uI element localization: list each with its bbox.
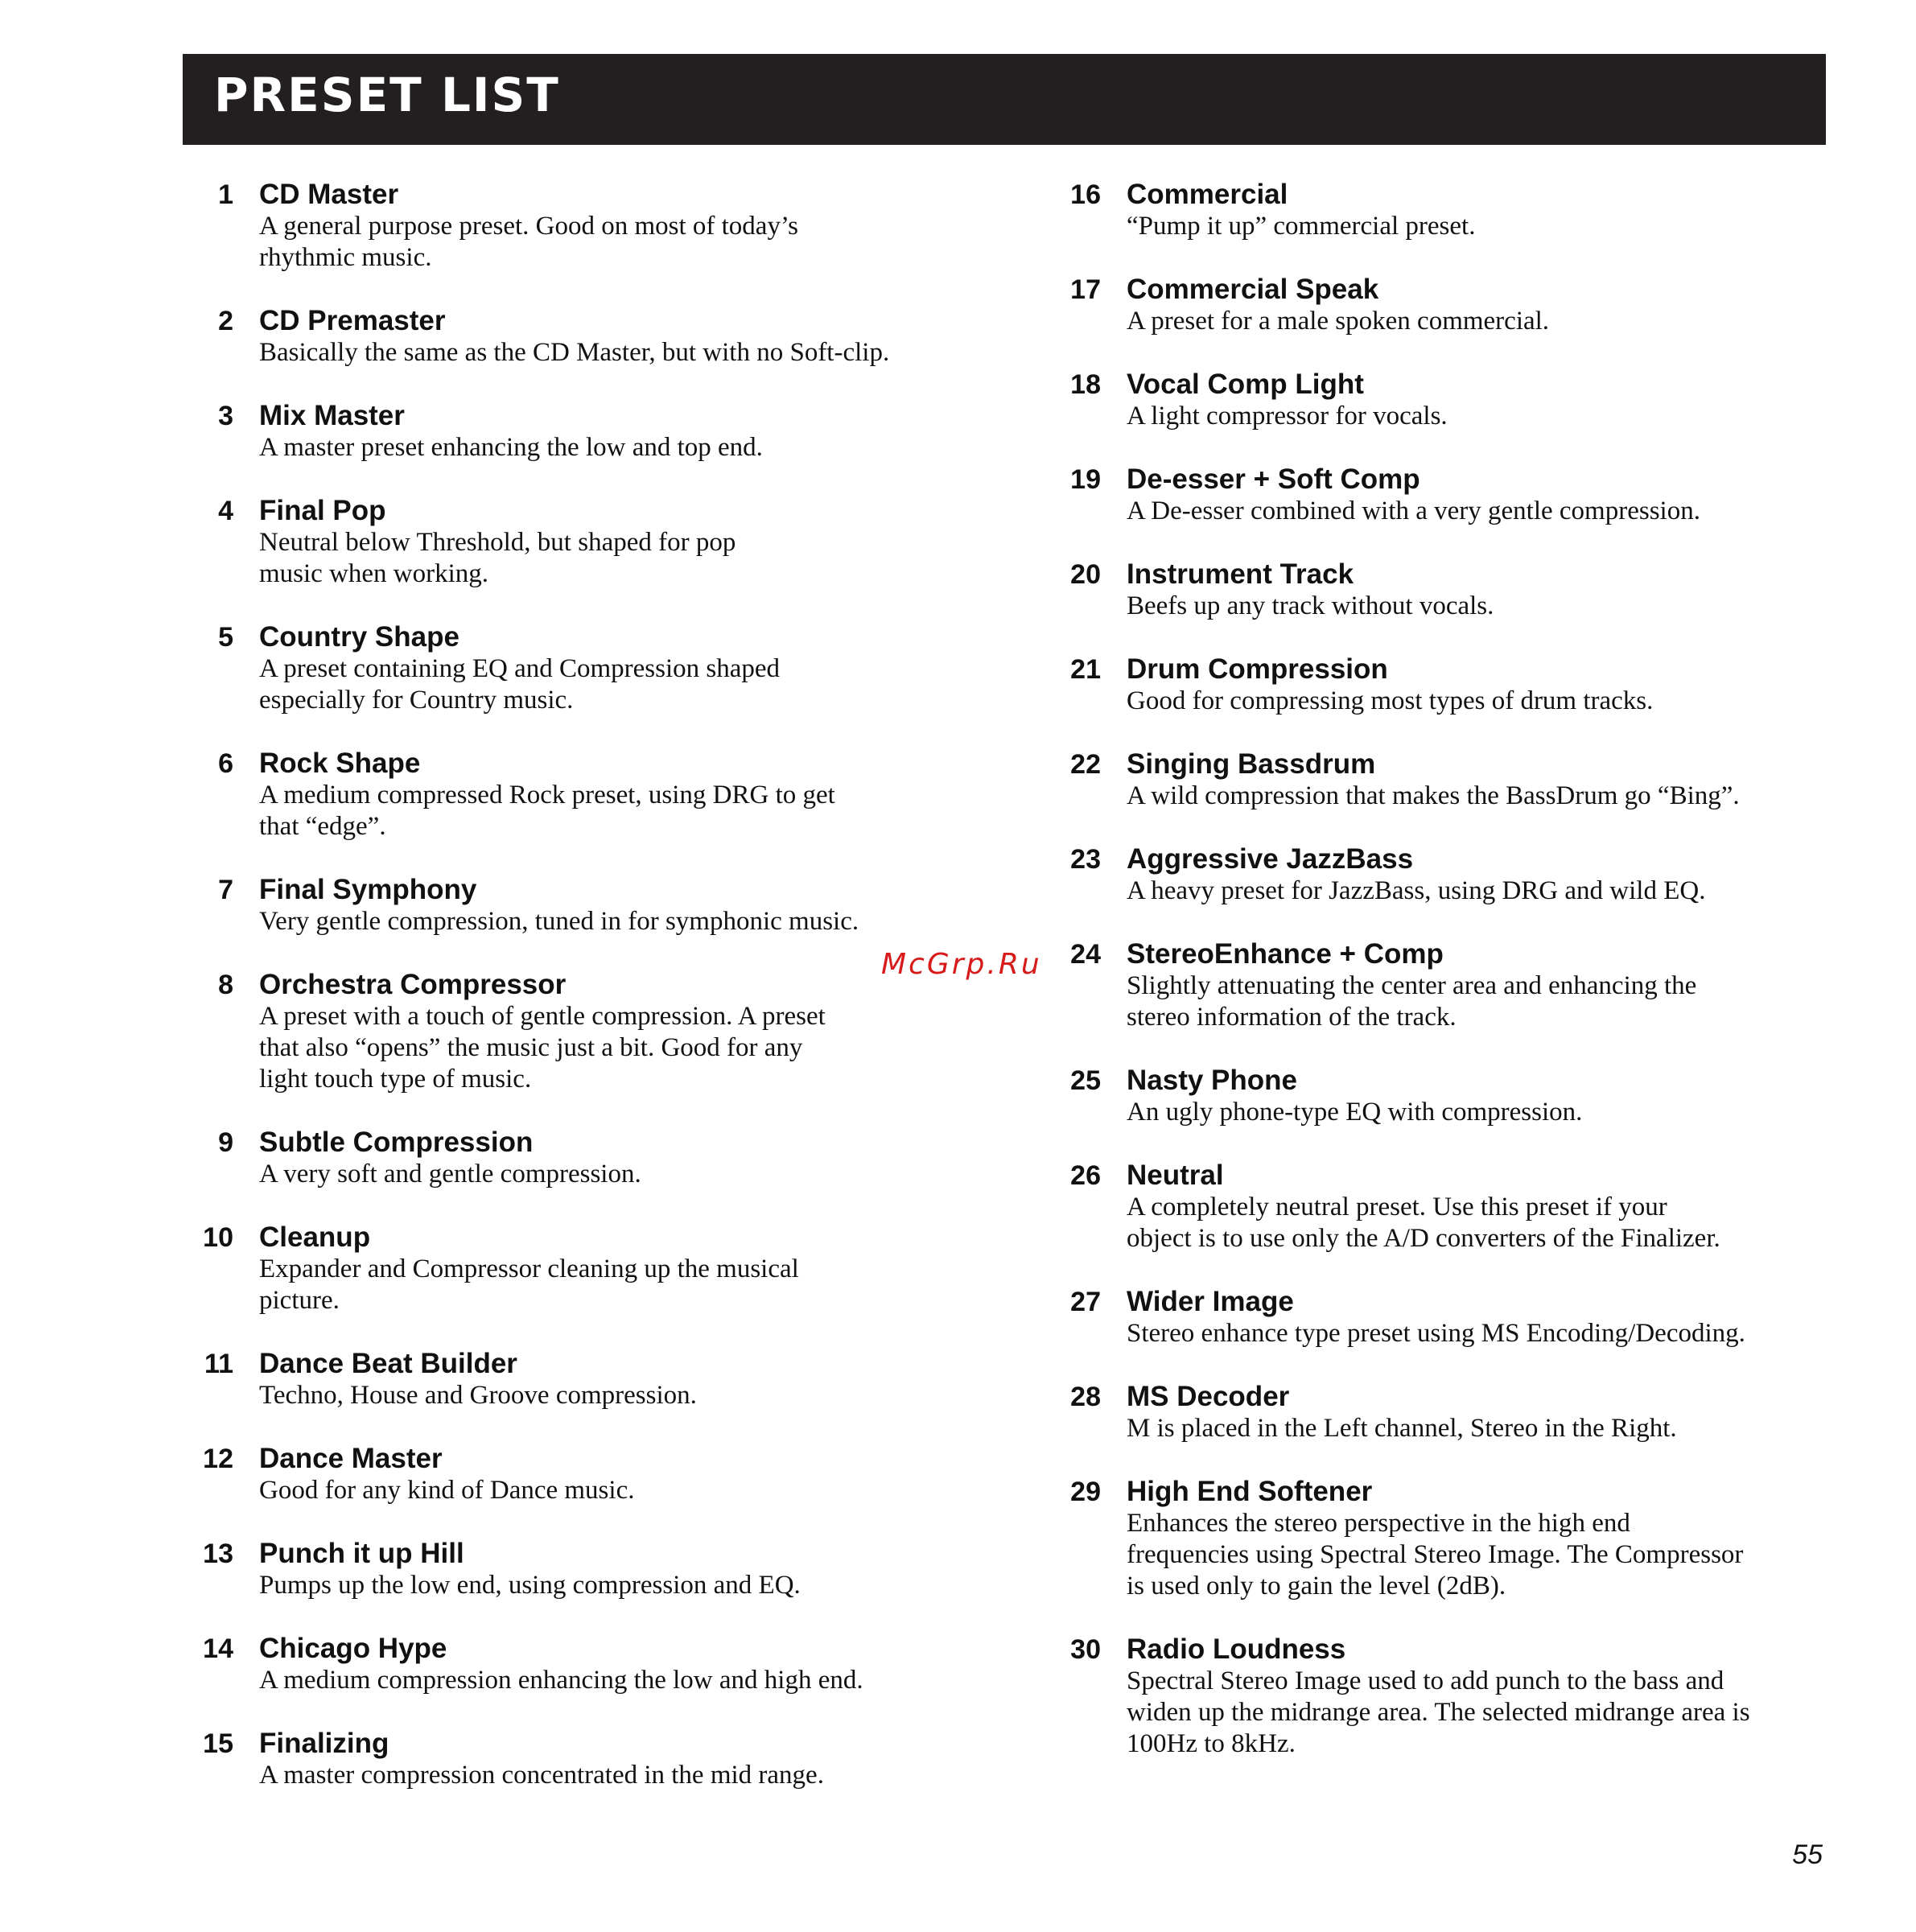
preset-description — [1127, 306, 1549, 337]
preset-description — [259, 1570, 801, 1601]
preset-description — [1127, 401, 1448, 432]
preset-description-line: 100Hz to 8kHz. — [1127, 1729, 1296, 1758]
preset-description-line: A completely neutral preset. Use this preset if your — [1127, 1193, 1667, 1221]
preset-description — [259, 432, 763, 463]
preset-number: 10 — [203, 1222, 233, 1253]
preset-number: 5 — [218, 622, 233, 653]
preset-name: Country Shape — [259, 621, 459, 653]
preset-number: 26 — [1070, 1160, 1101, 1191]
preset-description-line: that “edge”. — [259, 812, 386, 841]
preset-description — [1127, 1318, 1745, 1349]
preset-number: 2 — [218, 306, 233, 336]
preset-number: 27 — [1070, 1287, 1101, 1317]
preset-number: 13 — [203, 1539, 233, 1569]
preset-number: 9 — [218, 1127, 233, 1158]
preset-name: Mix Master — [259, 400, 405, 431]
preset-name: Singing Bassdrum — [1127, 748, 1376, 780]
preset-description-line: A master compression concentrated in the mid range. — [259, 1761, 824, 1790]
preset-description — [1127, 496, 1700, 527]
preset-name: Nasty Phone — [1127, 1065, 1297, 1096]
preset-description — [259, 1254, 799, 1316]
preset-description-line: “Pump it up” commercial preset. — [1127, 212, 1476, 241]
preset-name: CD Master — [259, 179, 399, 210]
preset-number: 18 — [1070, 369, 1101, 400]
preset-description-line: Very gentle compression, tuned in for symphonic music. — [259, 907, 859, 936]
preset-number: 21 — [1070, 654, 1101, 685]
preset-description-line: Good for any kind of Dance music. — [259, 1476, 635, 1505]
preset-description-line: rhythmic music. — [259, 243, 432, 272]
preset-description — [1127, 591, 1494, 622]
preset-number: 23 — [1070, 844, 1101, 875]
preset-name: Commercial — [1127, 179, 1288, 210]
preset-description — [1127, 1508, 1743, 1602]
preset-name: Dance Master — [259, 1443, 443, 1474]
preset-name: Orchestra Compressor — [259, 969, 567, 1000]
preset-name: Vocal Comp Light — [1127, 369, 1364, 400]
preset-number: 19 — [1070, 464, 1101, 495]
preset-description — [259, 1665, 863, 1696]
preset-name: Drum Compression — [1127, 653, 1388, 685]
preset-description — [259, 906, 859, 937]
preset-name: Commercial Speak — [1127, 274, 1379, 305]
preset-description-line: A light compressor for vocals. — [1127, 402, 1448, 430]
preset-description-line: object is to use only the A/D converters of the Finalizer. — [1127, 1224, 1720, 1253]
preset-description-line: Enhances the stereo perspective in the high end — [1127, 1509, 1630, 1538]
preset-description — [1127, 781, 1740, 812]
preset-number: 8 — [218, 970, 233, 1000]
preset-description-line: especially for Country music. — [259, 686, 574, 715]
preset-description-line: Beefs up any track without vocals. — [1127, 591, 1494, 620]
preset-description-line: is used only to gain the level (2dB). — [1127, 1572, 1506, 1600]
preset-name: Punch it up Hill — [259, 1538, 464, 1569]
preset-description-line: A medium compressed Rock preset, using DRG to get — [259, 781, 835, 809]
preset-number: 11 — [204, 1349, 233, 1379]
preset-number: 12 — [203, 1444, 233, 1474]
preset-description — [259, 1001, 826, 1095]
preset-number: 3 — [218, 401, 233, 431]
preset-description — [259, 1475, 634, 1506]
preset-description-line: A De-esser combined with a very gentle compression. — [1127, 496, 1700, 525]
preset-name: Rock Shape — [259, 748, 421, 779]
preset-name: Subtle Compression — [259, 1127, 534, 1158]
preset-name: StereoEnhance + Comp — [1127, 938, 1444, 970]
preset-description — [1127, 875, 1705, 907]
preset-number: 15 — [203, 1728, 233, 1759]
preset-description-line: A very soft and gentle compression. — [259, 1160, 641, 1188]
preset-name: High End Softener — [1127, 1476, 1373, 1507]
preset-description — [259, 1380, 697, 1411]
preset-number: 17 — [1070, 274, 1101, 305]
preset-description-line: stereo information of the track. — [1127, 1003, 1457, 1032]
watermark: McGrp.Ru — [881, 948, 1042, 981]
preset-name: Cleanup — [259, 1221, 371, 1253]
preset-name: Final Pop — [259, 495, 386, 526]
preset-number: 7 — [218, 875, 233, 905]
preset-name: Instrument Track — [1127, 558, 1354, 590]
preset-description — [259, 337, 889, 369]
preset-description-line: Neutral below Threshold, but shaped for pop — [259, 528, 736, 557]
preset-description-line: Techno, House and Groove compression. — [259, 1381, 697, 1410]
preset-description-line: A preset for a male spoken commercial. — [1127, 307, 1550, 336]
preset-name: Wider Image — [1127, 1286, 1294, 1317]
preset-description — [1127, 1192, 1720, 1254]
preset-description-line: A medium compression enhancing the low and high end. — [259, 1666, 863, 1695]
preset-name: De-esser + Soft Comp — [1127, 463, 1420, 495]
preset-name: Final Symphony — [259, 874, 477, 905]
preset-description-line: M is placed in the Left channel, Stereo in the Right. — [1127, 1414, 1677, 1443]
preset-description — [1127, 1097, 1582, 1128]
preset-description — [259, 653, 780, 716]
preset-description-line: Slightly attenuating the center area and enhancing the — [1127, 971, 1697, 1000]
preset-description-line: Pumps up the low end, using compression and EQ. — [259, 1571, 801, 1600]
preset-name: Aggressive JazzBass — [1127, 843, 1414, 875]
preset-description-line: A master preset enhancing the low and top end. — [259, 433, 763, 462]
preset-description-line: An ugly phone-type EQ with compression. — [1127, 1098, 1583, 1127]
preset-name: Neutral — [1127, 1160, 1224, 1191]
preset-number: 25 — [1070, 1065, 1101, 1096]
preset-description — [1127, 970, 1696, 1033]
preset-description — [1127, 686, 1653, 717]
preset-number: 24 — [1070, 939, 1101, 970]
preset-description-line: A preset with a touch of gentle compression. A preset — [259, 1002, 826, 1031]
preset-name: Chicago Hype — [259, 1633, 447, 1664]
preset-description-line: picture. — [259, 1286, 340, 1315]
preset-description-line: A general purpose preset. Good on most of today’s — [259, 212, 798, 241]
preset-name: MS Decoder — [1127, 1381, 1290, 1412]
preset-description-line: Basically the same as the CD Master, but with no Soft-clip. — [259, 338, 890, 367]
preset-number: 14 — [203, 1633, 233, 1664]
preset-name: Finalizing — [259, 1728, 389, 1759]
page-header — [183, 54, 1826, 145]
preset-description — [259, 211, 798, 274]
preset-number: 1 — [218, 179, 233, 210]
preset-description-line: that also “opens” the music just a bit. Good for any — [259, 1033, 803, 1062]
preset-description — [1127, 1413, 1677, 1444]
preset-description-line: Spectral Stereo Image used to add punch to the bass and — [1127, 1666, 1724, 1695]
preset-description-line: Stereo enhance type preset using MS Encoding/Decoding. — [1127, 1319, 1745, 1348]
preset-number: 30 — [1070, 1634, 1101, 1665]
preset-description — [1127, 211, 1475, 242]
preset-name: Radio Loudness — [1127, 1633, 1346, 1665]
preset-number: 20 — [1070, 559, 1101, 590]
page-title: PRESET LIST — [214, 68, 560, 122]
page-number: 55 — [1792, 1839, 1823, 1870]
preset-description — [259, 1760, 824, 1791]
preset-description — [259, 527, 735, 590]
preset-number: 29 — [1070, 1477, 1101, 1507]
preset-name: CD Premaster — [259, 305, 446, 336]
preset-description-line: frequencies using Spectral Stereo Image. The Compressor — [1127, 1540, 1744, 1569]
preset-name: Dance Beat Builder — [259, 1348, 517, 1379]
preset-description-line: Good for compressing most types of drum tracks. — [1127, 686, 1654, 715]
preset-description-line: A heavy preset for JazzBass, using DRG and wild EQ. — [1127, 876, 1706, 905]
preset-description-line: music when working. — [259, 559, 489, 588]
preset-number: 28 — [1070, 1382, 1101, 1412]
preset-number: 16 — [1070, 179, 1101, 210]
preset-number: 4 — [218, 496, 233, 526]
preset-description — [1127, 1666, 1750, 1760]
preset-description — [259, 780, 835, 842]
preset-number: 22 — [1070, 749, 1101, 780]
preset-description-line: light touch type of music. — [259, 1065, 532, 1094]
preset-description-line: Expander and Compressor cleaning up the musical — [259, 1254, 799, 1283]
preset-description-line: widen up the midrange area. The selected midrange area is — [1127, 1698, 1750, 1727]
preset-number: 6 — [218, 748, 233, 779]
preset-description — [259, 1159, 641, 1190]
preset-description-line: A preset containing EQ and Compression shaped — [259, 654, 781, 683]
preset-description-line: A wild compression that makes the BassDrum go “Bing”. — [1127, 781, 1740, 810]
